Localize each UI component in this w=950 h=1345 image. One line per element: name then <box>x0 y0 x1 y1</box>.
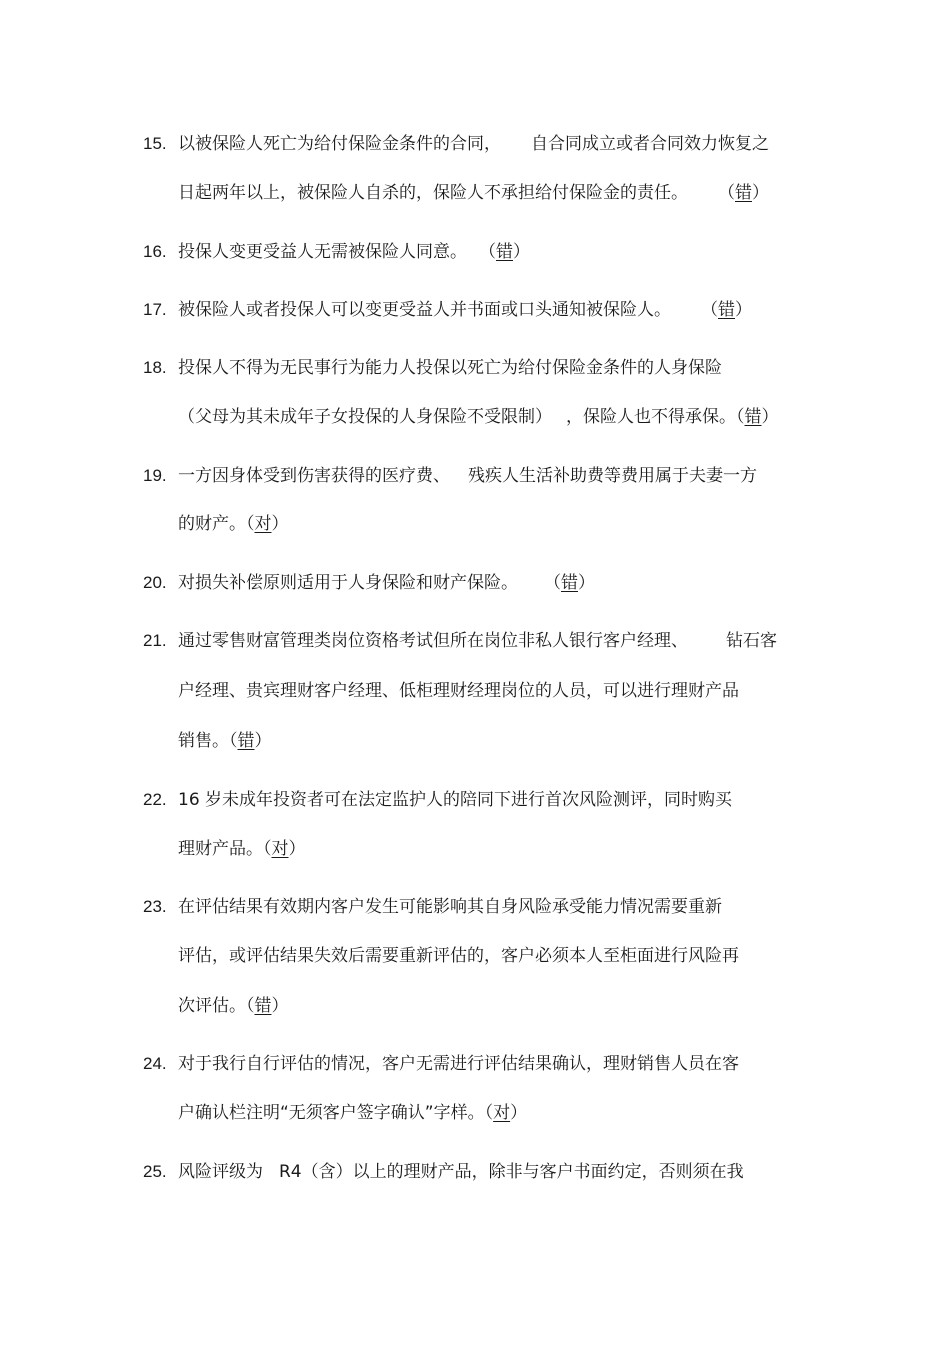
answer-mark: 对 <box>254 514 272 534</box>
question-number: 19. <box>143 466 167 485</box>
answer-mark: 错 <box>744 407 762 427</box>
question-number: 17. <box>143 300 167 319</box>
question-text: 16 岁未成年投资者可在法定监护人的陪同下进行首次风险测评，同时购买 <box>178 790 733 810</box>
question-text: 的财产。（对） <box>178 514 289 534</box>
question-number: 20. <box>143 573 167 592</box>
question-text: 以被保险人死亡为给付保险金条件的合同， 自合同成立或者合同效力恢复之 <box>178 134 769 154</box>
question-text: 投保人不得为无民事行为能力人投保以死亡为给付保险金条件的人身保险 <box>178 358 722 378</box>
question-text: 对于我行自行评估的情况，客户无需进行评估结果确认，理财销售人员在客 <box>178 1054 739 1074</box>
question-text: 次评估。（错） <box>178 996 289 1016</box>
question-number: 18. <box>143 358 167 377</box>
answer-mark: 对 <box>493 1103 511 1123</box>
answer-mark: 对 <box>271 839 289 859</box>
question-text: 在评估结果有效期内客户发生可能影响其自身风险承受能力情况需要重新 <box>178 897 722 917</box>
answer-mark: 错 <box>561 573 578 593</box>
answer-mark: 错 <box>718 300 735 320</box>
question-number: 16. <box>143 242 167 261</box>
question-text: 通过零售财富管理类岗位资格考试但所在岗位非私人银行客户经理、 钻石客 <box>178 631 777 651</box>
question-text: 一方因身体受到伤害获得的医疗费、 残疾人生活补助费等费用属于夫妻一方 <box>178 466 757 486</box>
question-text: 户确认栏注明“无须客户签字确认”字样。（对） <box>178 1103 528 1123</box>
answer-mark: 错 <box>496 242 513 262</box>
question-number: 21. <box>143 631 167 650</box>
question-text: 日起两年以上，被保险人自杀的，保险人不承担给付保险金的责任。 （错） <box>178 183 769 203</box>
question-text: （父母为其未成年子女投保的人身保险不受限制） ，保险人也不得承保。（错） <box>178 407 779 427</box>
question-text: 对损失补偿原则适用于人身保险和财产保险。 （错） <box>178 573 595 593</box>
question-number: 25. <box>143 1162 167 1181</box>
question-text: 评估，或评估结果失效后需要重新评估的，客户必须本人至柜面进行风险再 <box>178 946 739 966</box>
question-number: 15. <box>143 134 167 153</box>
question-text: 理财产品。（对） <box>178 839 306 859</box>
question-text: 投保人变更受益人无需被保险人同意。 （错） <box>178 242 530 262</box>
question-text: 风险评级为 R4（含）以上的理财产品，除非与客户书面约定，否则须在我 <box>178 1162 744 1182</box>
question-number: 24. <box>143 1054 167 1073</box>
question-text: 销售。（错） <box>178 731 272 751</box>
question-number: 22. <box>143 790 167 809</box>
answer-mark: 错 <box>254 996 272 1016</box>
answer-mark: 错 <box>735 183 752 203</box>
question-text: 被保险人或者投保人可以变更受益人并书面或口头通知被保险人。 （错） <box>178 300 752 320</box>
question-text: 户经理、贵宾理财客户经理、低柜理财经理岗位的人员，可以进行理财产品 <box>178 681 739 701</box>
question-number: 23. <box>143 897 167 916</box>
answer-mark: 错 <box>237 731 255 751</box>
